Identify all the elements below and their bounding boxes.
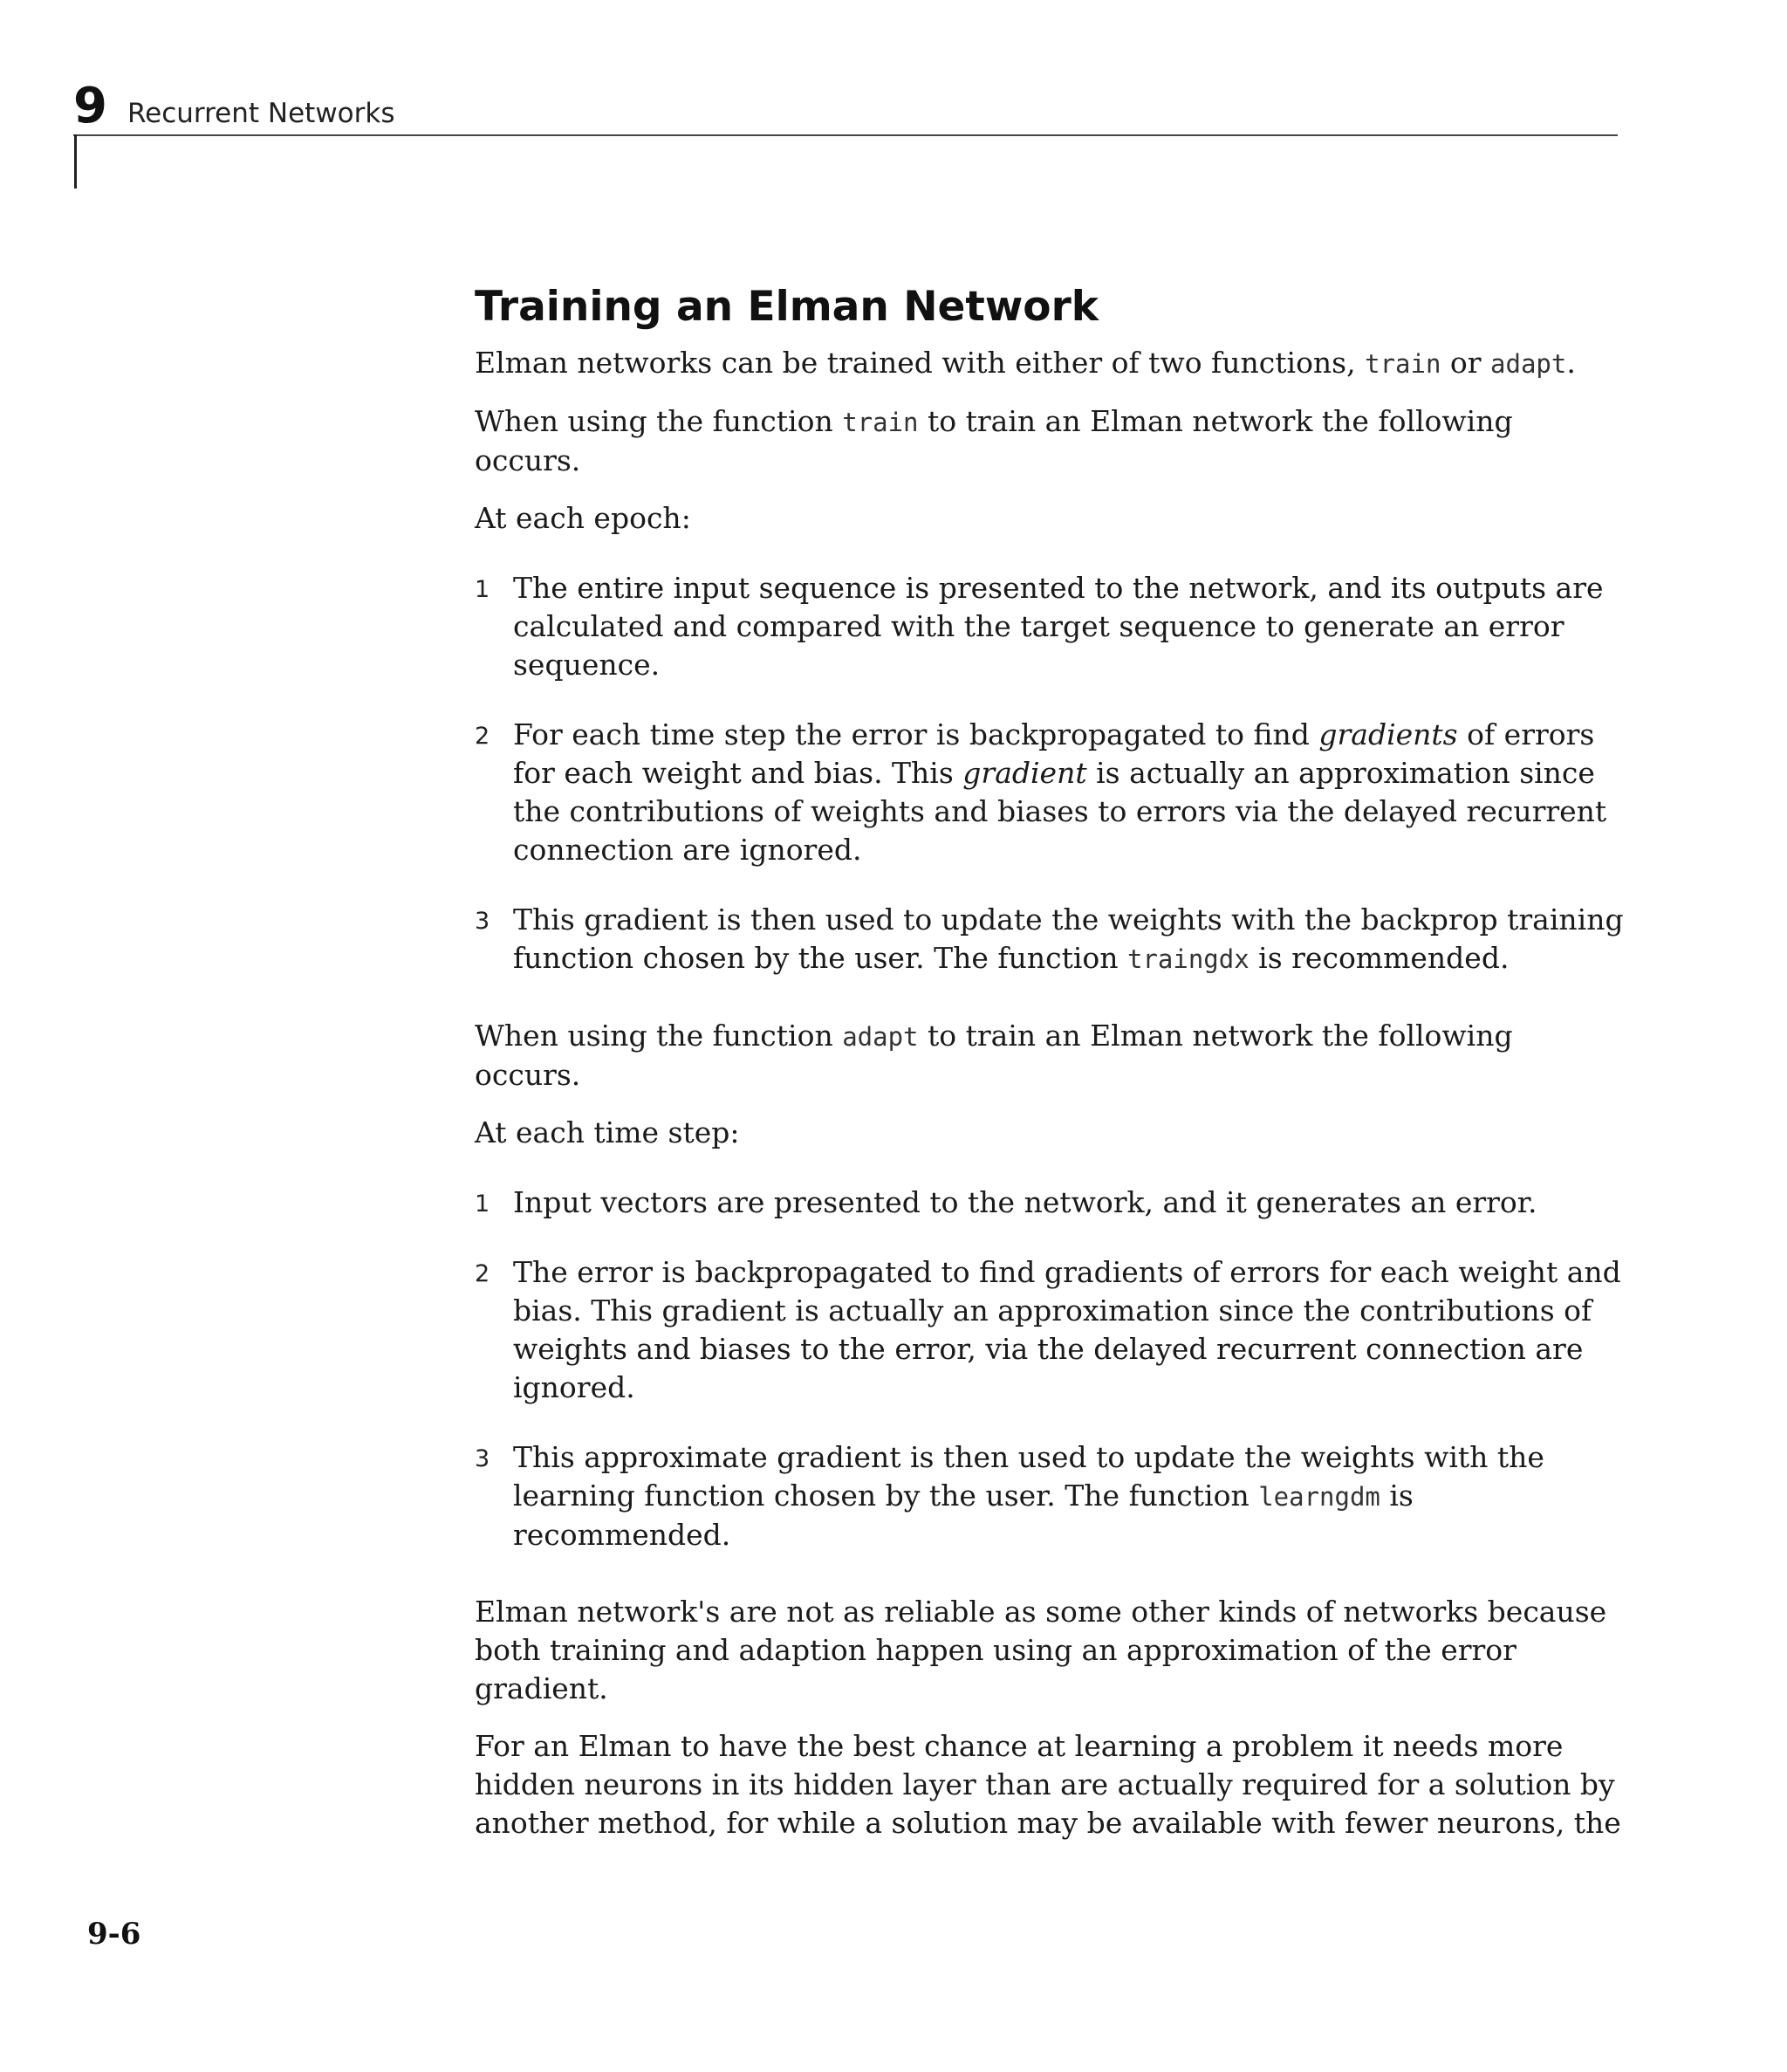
closing-paragraph-hidden-neurons: For an Elman to have the best chance at learning a problem it needs more hidden neurons in its hidden layer than are actually required for a solution by another method, for while a solution may be available with fewer neurons, the: [475, 1729, 1621, 1840]
adapt-lead-post: to train an Elman network the following occurs.: [475, 1019, 1513, 1092]
step-text: The error is backpropagated to find gradients of errors for each weight and bias. This gradient is actually an approximation since the contributions of weights and biases to the error, via the delayed recurrent connection are ignored.: [513, 1255, 1621, 1404]
intro-text-end: .: [1566, 346, 1576, 380]
running-header: [73, 80, 1618, 138]
section-heading: Training an Elman Network: [475, 283, 1099, 331]
chapter-title: Recurrent Networks: [127, 98, 395, 129]
step-text: of errors for each weight and bias. This: [513, 717, 1595, 790]
step-text: This approximate gradient is then used to update the weights with the learning function chosen by the user. The function: [513, 1440, 1544, 1513]
train-steps-list: [475, 569, 1626, 978]
adapt-steps-list: [475, 1184, 1626, 1554]
train-lead-pre: When using the function: [475, 404, 843, 438]
intro-paragraph: [475, 344, 1626, 383]
list-item: [475, 716, 1626, 869]
step-number: 1: [475, 1190, 490, 1218]
list-item: [475, 1253, 1626, 1407]
intro-text-mid: or: [1441, 346, 1491, 380]
emphasis-gradient: gradient: [962, 756, 1087, 790]
adapt-lead-pre: When using the function: [475, 1019, 843, 1053]
code-learngdm: learngdm: [1258, 1482, 1380, 1512]
step-number: 3: [475, 908, 490, 935]
page-body: [475, 281, 1626, 1862]
step-number: 3: [475, 1445, 490, 1472]
margin-tick: [74, 134, 77, 189]
closing-paragraph-reliability: Elman network's are not as reliable as some other kinds of networks because both training and adaption happen using an approximation of the error gradient.: [475, 1595, 1607, 1705]
train-sub-lead: At each epoch:: [475, 501, 691, 535]
code-train: train: [1365, 349, 1441, 379]
step-text: is recommended.: [513, 1479, 1414, 1552]
page-number: 9-6: [87, 1917, 141, 1952]
emphasis-gradients: gradients: [1318, 717, 1458, 751]
step-text: Input vectors are presented to the network, and it generates an error.: [513, 1185, 1537, 1219]
step-text: is recommended.: [1249, 941, 1510, 975]
step-number: 1: [475, 576, 490, 603]
code-adapt: adapt: [1490, 349, 1567, 379]
train-lead-post: to train an Elman network the following occurs.: [475, 404, 1513, 477]
step-number: 2: [475, 723, 490, 750]
step-text: is actually an approximation since the contributions of weights and biases to errors via the delayed recurrent connection are ignored.: [513, 756, 1607, 867]
list-item: [475, 569, 1626, 684]
train-lead-paragraph: [475, 402, 1626, 480]
header-rule: [73, 134, 1618, 136]
code-adapt: adapt: [842, 1022, 919, 1052]
adapt-lead-paragraph: [475, 1017, 1626, 1094]
list-item: [475, 901, 1626, 978]
intro-text: Elman networks can be trained with either of two functions,: [475, 346, 1366, 380]
code-train: train: [842, 408, 919, 437]
list-item: [475, 1438, 1626, 1554]
step-number: 2: [475, 1260, 490, 1287]
step-text: The entire input sequence is presented to the network, and its outputs are calculated and compared with the target sequence to generate an error sequence.: [513, 571, 1604, 682]
step-text: For each time step the error is backpropagated to find: [513, 717, 1319, 751]
code-traingdx: traingdx: [1127, 944, 1250, 974]
list-item: [475, 1184, 1626, 1222]
adapt-sub-lead: At each time step:: [475, 1115, 740, 1149]
chapter-number: 9: [73, 78, 107, 134]
step-text: This gradient is then used to update the weights with the backprop training function chosen by the user. The function: [513, 902, 1624, 975]
